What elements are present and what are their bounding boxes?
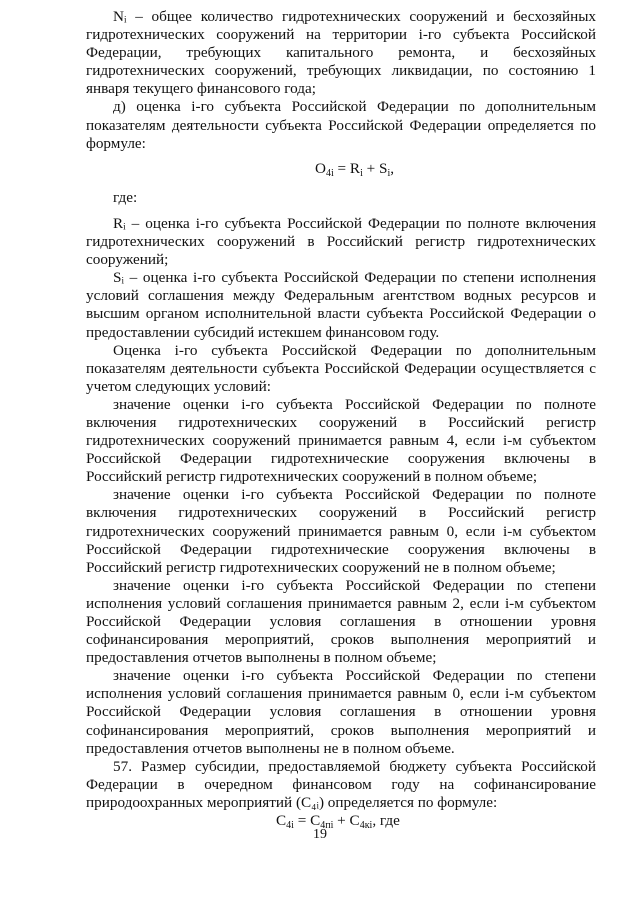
page-number: 19 bbox=[313, 827, 327, 842]
paragraph-conditions-intro: Оценка i-го субъекта Российской Федерации по дополнительным показателям деятельности субъекта Российской Федерации осуществляется с учетом следующих условий: bbox=[86, 341, 596, 395]
document-body bbox=[86, 8, 596, 830]
formula-c4i: $C_{4i} = C_{4пi} + C_{4кi}$, где bbox=[276, 812, 400, 832]
paragraph-s-i-definition: Sᵢ – оценка i-го субъекта Российской Федерации по степени исполнения условий соглашения между Федеральным агентством водных ресурсов и высшим органом исполнительной власти субъекта Российской Федерации о предоставлении субсидий истекшем финансовом году. bbox=[86, 269, 596, 341]
formula-o4i: $O_{4i} = R_i + S_i$, bbox=[315, 159, 395, 179]
paragraph-item-d: д) оценка i-го субъекта Российской Федерации по дополнительным показателям деятельности субъекта Российской Федерации определяется по формуле: bbox=[86, 98, 596, 152]
paragraph-condition-register-full: значение оценки i-го субъекта Российской Федерации по полноте включения гидротехнических сооружений в Российский регистр гидротехнических сооружений принимается равным 4, если i-м субъектом Российской Федерации гидротехнические сооружения включены в Российский регистр гидротехнических сооружений в полном объеме; bbox=[86, 395, 596, 486]
paragraph-condition-agreement-full: значение оценки i-го субъекта Российской Федерации по степени исполнения условий соглашения принимается равным 2, если i-м субъектом Российской Федерации условия соглашения в отношении уровня софинансирования мероприятий, сроков выполнения мероприятий и предоставления отчетов выполнены в полном объеме; bbox=[86, 576, 596, 667]
paragraph-condition-agreement-partial: значение оценки i-го субъекта Российской Федерации по степени исполнения условий соглашения принимается равным 0, если i-м субъектом Российской Федерации условия соглашения в отношении уровня софинансирования мероприятий, сроков выполнения мероприятий и предоставления отчетов выполнены не в полном объеме. bbox=[86, 667, 596, 757]
paragraph-r-i-definition: Rᵢ – оценка i-го субъекта Российской Федерации по полноте включения гидротехнических сооружений в Российский регистр гидротехнических сооружений; bbox=[86, 214, 596, 269]
where-label: где: bbox=[113, 188, 138, 206]
paragraph-condition-register-partial: значение оценки i-го субъекта Российской Федерации по полноте включения гидротехнических сооружений в Российский регистр гидротехнических сооружений принимается равным 0, если i-м субъектом Российской Федерации гидротехнические сооружения включены в Российский регистр гидротехнических сооружений не в полном объеме; bbox=[86, 486, 596, 576]
paragraph-item-57: 57. Размер субсидии, предоставляемой бюджету субъекта Российской Федерации в очередном финансовом году на софинансирование природоохранных мероприятий (C₄ᵢ) определяется по формуле: bbox=[86, 757, 596, 811]
paragraph-n-i-definition: Nᵢ – общее количество гидротехнических сооружений и бесхозяйных гидротехнических сооружений на территории i-го субъекта Российской Федерации, требующих капитального ремонта, и бесхозяйных гидротехнических сооружений, требующих ликвидации, по состоянию 1 января текущего финансового года; bbox=[86, 8, 596, 98]
